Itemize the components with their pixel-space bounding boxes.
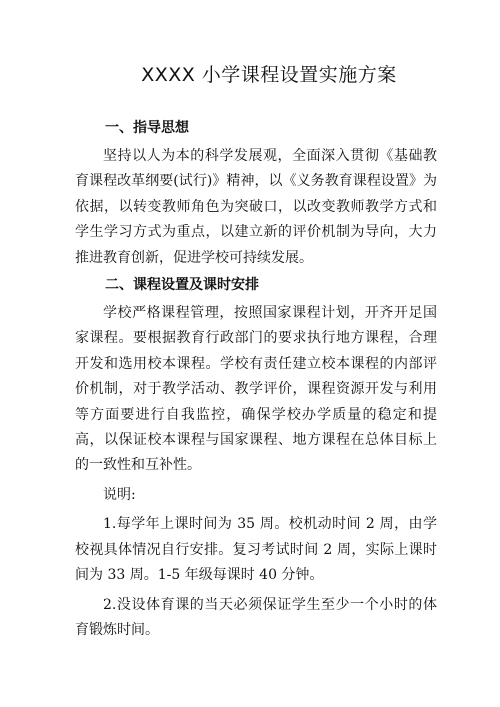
note-item: 2.没设体育课的当天必须保证学生至少一个小时的体育锻炼时间。: [75, 596, 437, 638]
document-title: XXXX 小学课程设置实施方案: [141, 64, 397, 86]
section-heading: 一、指导思想: [105, 120, 189, 136]
document-body: [75, 118, 437, 647]
section-heading: 二、课程设置及课时安排: [105, 277, 259, 294]
paragraph: 坚持以人为本的科学发展观，全面深入贯彻《基础教育课程改革纲要(试行)》精神，以《义务教育课程设置》为依据，以转变教师角色为突破口，以改变教师教学方式和学生学习方式为重点，以建立新的评价机制为导向，大力推进教育创新，促进学校可持续发展。: [75, 148, 437, 266]
section-curriculum-schedule: [75, 275, 437, 643]
note-label: 说明:: [103, 486, 136, 503]
paragraph: 学校严格课程管理，按照国家课程计划，开齐开足国家课程。要根据教育行政部门的要求执行地方课程，合理开发和选用校本课程。学校有责任建立校本课程的内部评价机制，对于教学活动、教学评价，课程资源开发与利用等方面要进行自我监控，确保学校办学质量的稳定和提高，以保证校本课程与国家课程、地方课程在总体目标上的一致性和互补性。: [75, 305, 437, 474]
section-guiding-ideology: [75, 118, 437, 271]
note-item: 1.每学年上课时间为 35 周。校机动时间 2 周，由学校视具体情况自行安排。复习考试时间 2 周，实际上课时间为 33 周。1-5 年级每课时 40 分钟。: [75, 516, 437, 584]
